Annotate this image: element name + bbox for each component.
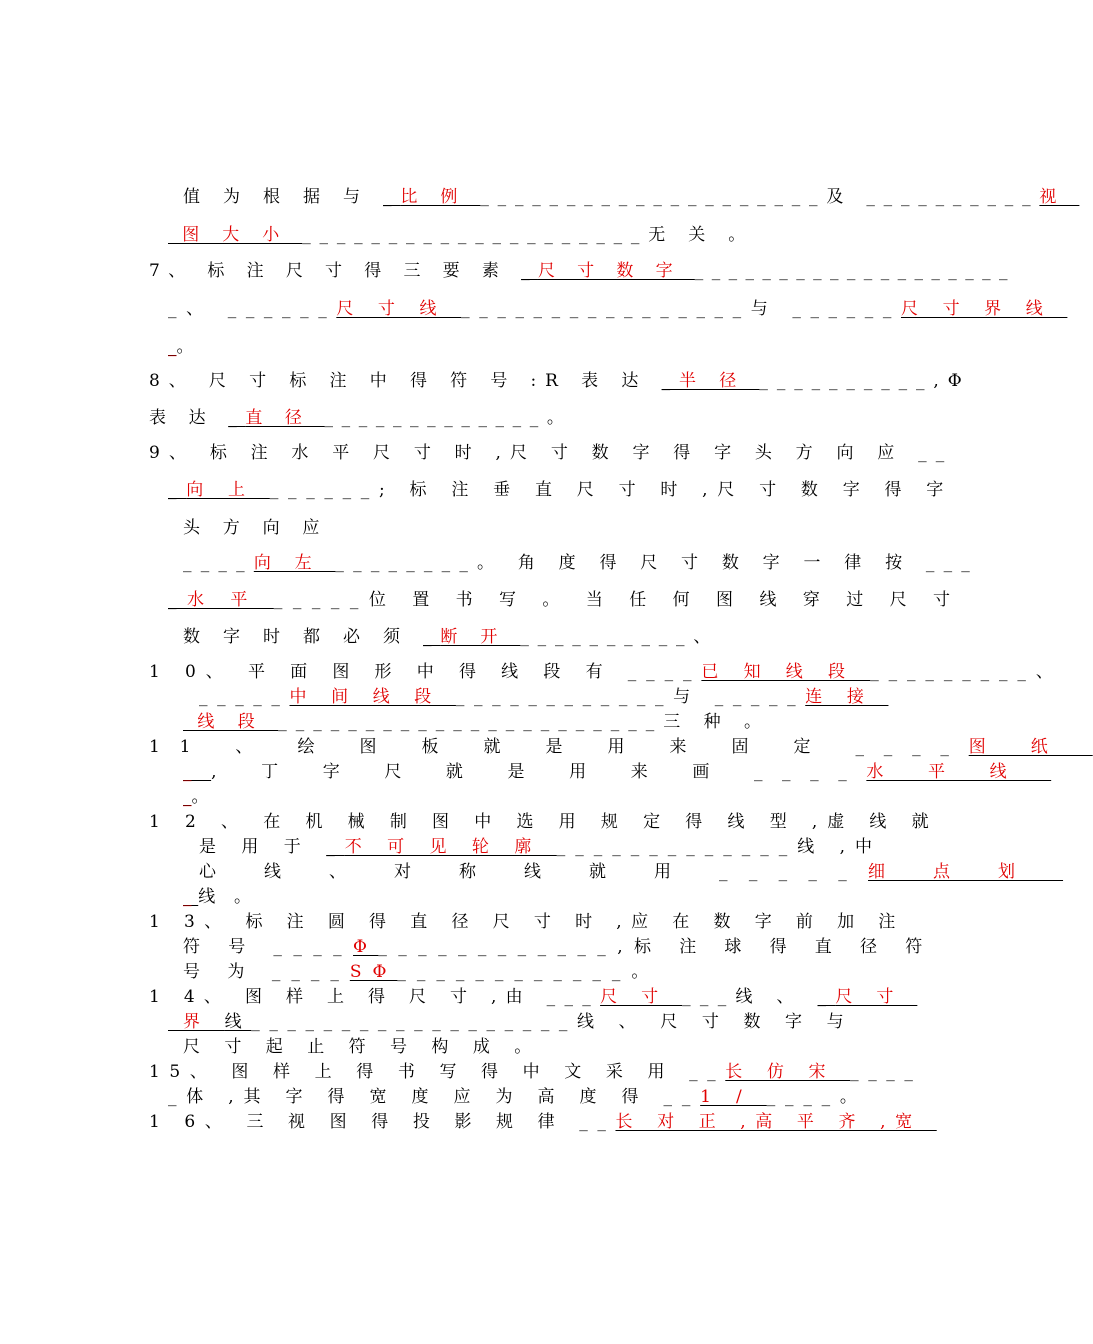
question-text: 。 bbox=[631, 962, 660, 982]
question-text: ____________ bbox=[378, 937, 618, 957]
text-line bbox=[149, 369, 971, 393]
answer-text: _ bbox=[168, 337, 177, 357]
text-line bbox=[149, 985, 917, 1009]
question-text: 值 为 根 据 与 bbox=[183, 187, 384, 207]
question-text: , 丁 字 尺 就 是 用 来 画 bbox=[211, 762, 754, 782]
answer-text: 尺 寸 bbox=[600, 987, 683, 1007]
question-text: 是 用 于 bbox=[199, 837, 327, 857]
question-text: _____ bbox=[199, 687, 290, 707]
question-text: __ bbox=[689, 1062, 726, 1082]
question-text: 、 bbox=[693, 627, 720, 647]
question-text: ; 标 注 垂 直 尺 寸 时 ,尺 寸 数 字 得 字 bbox=[379, 480, 953, 500]
question-text: 三 种 。 bbox=[663, 712, 771, 732]
question-text: ,Φ bbox=[933, 371, 971, 391]
question-text: _ bbox=[423, 627, 441, 647]
answer-text: 视 bbox=[1039, 187, 1080, 207]
question-text: ____ bbox=[273, 937, 354, 957]
question-text: _____ bbox=[719, 862, 869, 882]
question-text: 。 bbox=[546, 408, 573, 428]
text-line bbox=[183, 551, 979, 575]
question-text: ______ bbox=[792, 299, 901, 319]
answer-text: 界 bbox=[168, 1012, 225, 1032]
answer-text: 图 大 小 bbox=[168, 225, 303, 245]
text-line bbox=[168, 223, 754, 247]
question-text: 与 bbox=[673, 687, 715, 707]
question-text: 线 。 bbox=[198, 887, 258, 907]
question-text: _、 bbox=[168, 299, 228, 319]
question-text: 头 方 向 应 bbox=[183, 518, 329, 538]
question-text: 号 为 bbox=[183, 962, 272, 982]
question-text: ____ bbox=[855, 737, 969, 757]
question-text: 线 、 bbox=[735, 987, 818, 1007]
text-line bbox=[183, 760, 1051, 784]
question-text: _ bbox=[661, 371, 679, 391]
answer-text: 半 径 bbox=[679, 371, 760, 391]
text-line bbox=[168, 297, 1067, 321]
text-line bbox=[168, 478, 953, 502]
question-text: ______ bbox=[269, 480, 380, 500]
question-text: 11 、 绘 图 板 就 是 用 来 固 定 bbox=[149, 737, 856, 757]
answer-text: 向 左 bbox=[253, 553, 336, 573]
question-text: 与 bbox=[750, 299, 793, 319]
question-text: ____ bbox=[766, 1087, 840, 1107]
question-text: 。 bbox=[176, 337, 194, 357]
question-text: _____________ bbox=[324, 408, 547, 428]
answer-text: 不 可 见 轮 廓 bbox=[344, 837, 557, 857]
text-line bbox=[183, 625, 719, 649]
question-text: 位 置 书 写 。 当 任 何 图 线 穿 过 尺 寸 bbox=[368, 590, 961, 610]
text-line bbox=[199, 860, 1063, 884]
text-line bbox=[183, 516, 328, 540]
question-text: ____ bbox=[753, 762, 867, 782]
question-text: ___________________ bbox=[694, 261, 1016, 281]
question-text: ____ bbox=[271, 962, 350, 982]
question-text: __________________ bbox=[251, 1012, 578, 1032]
question-text: ____________ bbox=[455, 687, 674, 707]
answer-text: 线 段 bbox=[183, 712, 279, 732]
answer-text: 中 间 线 段 bbox=[289, 687, 456, 707]
text-line bbox=[168, 1085, 867, 1109]
text-line bbox=[149, 910, 905, 934]
question-text: 符 号 bbox=[183, 937, 274, 957]
answer-text: 长 对 正 ,高 平 齐 ,宽 bbox=[615, 1112, 937, 1132]
answer-text: _ bbox=[183, 887, 199, 907]
text-line bbox=[149, 1060, 923, 1084]
text-line bbox=[149, 660, 1063, 684]
answer-text: SΦ bbox=[349, 962, 398, 982]
question-text: _ bbox=[383, 187, 401, 207]
question-text: ____ bbox=[850, 1062, 923, 1082]
text-line bbox=[149, 406, 572, 430]
text-line bbox=[149, 735, 1093, 759]
answer-text: Φ bbox=[353, 937, 379, 957]
question-text: ________________ bbox=[461, 299, 751, 319]
text-line bbox=[149, 810, 939, 834]
question-text: 线 bbox=[224, 1012, 252, 1032]
text-line bbox=[168, 1010, 853, 1034]
question-text: 1 0、 平 面 图 形 中 得 线 段 有 bbox=[149, 662, 628, 682]
question-text: 心 线 、 对 称 线 就 用 bbox=[199, 862, 720, 882]
question-text: 。 bbox=[839, 1087, 867, 1107]
answer-text: 尺 寸 线 bbox=[336, 299, 462, 319]
answer-text: 1 / bbox=[700, 1087, 767, 1107]
question-text: _ bbox=[168, 590, 187, 610]
text-line bbox=[183, 885, 258, 909]
question-text: ___ bbox=[546, 987, 601, 1007]
text-line bbox=[149, 1110, 937, 1134]
text-line bbox=[183, 935, 934, 959]
answer-text: 尺 寸 界 线 bbox=[900, 299, 1068, 319]
question-text: __ bbox=[918, 443, 954, 463]
text-line bbox=[168, 588, 961, 612]
text-line bbox=[183, 785, 209, 809]
question-text: __________ bbox=[520, 627, 694, 647]
question-text: 尺 寸 起 止 符 号 构 成 。 bbox=[183, 1037, 541, 1057]
question-text: _____ bbox=[273, 590, 369, 610]
question-text: ____________________ bbox=[302, 225, 649, 245]
text-line bbox=[168, 335, 194, 359]
answer-text: 已 知 线 段 bbox=[701, 662, 871, 682]
answer-text: _ bbox=[183, 762, 212, 782]
answer-text: 尺 寸 数 字 bbox=[537, 261, 695, 281]
question-text: 线 、 尺 寸 数 字 与 bbox=[577, 1012, 854, 1032]
question-text: 线 ,中 bbox=[797, 837, 883, 857]
question-text: 7、 标 注 尺 寸 得 三 要 素 bbox=[149, 261, 522, 281]
question-text: 数 字 时 都 必 须 bbox=[183, 627, 424, 647]
question-text: 1 3、 标 注 圆 得 直 径 尺 寸 时 ,应 在 数 字 前 加 注 bbox=[149, 912, 905, 932]
text-line bbox=[183, 1035, 541, 1059]
question-text: 表 达 bbox=[149, 408, 229, 428]
question-text: 、 bbox=[1035, 662, 1063, 682]
answer-text: 连 接 bbox=[805, 687, 889, 707]
text-line bbox=[183, 710, 770, 734]
answer-text: _ bbox=[183, 787, 192, 807]
question-text: 1 6、 三 视 图 得 投 影 规 律 bbox=[149, 1112, 580, 1132]
text-line bbox=[199, 835, 882, 859]
answer-text: 比 例 bbox=[400, 187, 481, 207]
answer-text: 图 纸 bbox=[968, 737, 1093, 757]
question-text: 。 bbox=[191, 787, 209, 807]
text-line bbox=[183, 960, 659, 984]
question-text: __ bbox=[663, 1087, 701, 1107]
question-text: 1 4、 图 样 上 得 尺 寸 ,由 bbox=[149, 987, 547, 1007]
question-text: 1 2 、 在 机 械 制 图 中 选 用 规 定 得 线 型 ,虚 线 就 bbox=[149, 812, 939, 832]
question-text: __________ bbox=[866, 187, 1040, 207]
answer-text: 水 平 线 bbox=[866, 762, 1052, 782]
text-line bbox=[149, 441, 954, 465]
question-text: _ bbox=[168, 480, 187, 500]
question-text: __ bbox=[579, 1112, 616, 1132]
question-text: _ bbox=[521, 261, 538, 281]
answer-text: 尺 寸 bbox=[835, 987, 918, 1007]
question-text: 15、 图 样 上 得 书 写 得 中 文 采 用 bbox=[149, 1062, 690, 1082]
answer-text: 长 仿 宋 bbox=[725, 1062, 851, 1082]
text-line bbox=[183, 185, 1079, 209]
question-text: ______________________ bbox=[278, 712, 664, 732]
question-text: ____________ bbox=[397, 962, 632, 982]
question-text: _________ bbox=[870, 662, 1036, 682]
question-text: _ bbox=[817, 987, 836, 1007]
question-text: ___ bbox=[682, 987, 736, 1007]
answer-text: 直 径 bbox=[245, 408, 325, 428]
question-text: ________ bbox=[335, 553, 478, 573]
answer-text: 向 上 bbox=[186, 480, 270, 500]
question-text: _体 ,其 字 得 宽 度 应 为 高 度 得 bbox=[168, 1087, 664, 1107]
question-text: 9、 标 注 水 平 尺 寸 时 ,尺 寸 数 字 得 字 头 方 向 应 bbox=[149, 443, 919, 463]
question-text: 。 角 度 得 尺 寸 数 字 一 律 按 bbox=[477, 553, 926, 573]
question-text: 无 关 。 bbox=[648, 225, 755, 245]
text-line bbox=[149, 259, 1016, 283]
question-text: _____ bbox=[714, 687, 806, 707]
question-text: ____ bbox=[183, 553, 254, 573]
question-text: ____ bbox=[627, 662, 702, 682]
text-line bbox=[199, 685, 888, 709]
question-text: ____________________ bbox=[480, 187, 827, 207]
question-text: __________ bbox=[759, 371, 934, 391]
question-text: _ bbox=[326, 837, 345, 857]
answer-text: 水 平 bbox=[187, 590, 274, 610]
question-text: 及 bbox=[826, 187, 867, 207]
question-text: _____________ bbox=[556, 837, 798, 857]
answer-text: 断 开 bbox=[440, 627, 521, 647]
question-text: 8、 尺 寸 标 注 中 得 符 号 :R 表 达 bbox=[149, 371, 662, 391]
question-text: ______ bbox=[227, 299, 337, 319]
question-text: ___ bbox=[925, 553, 979, 573]
answer-text: 细 点 划 bbox=[868, 862, 1064, 882]
question-text: ,标 注 球 得 直 径 符 bbox=[617, 937, 934, 957]
question-text: _ bbox=[228, 408, 246, 428]
